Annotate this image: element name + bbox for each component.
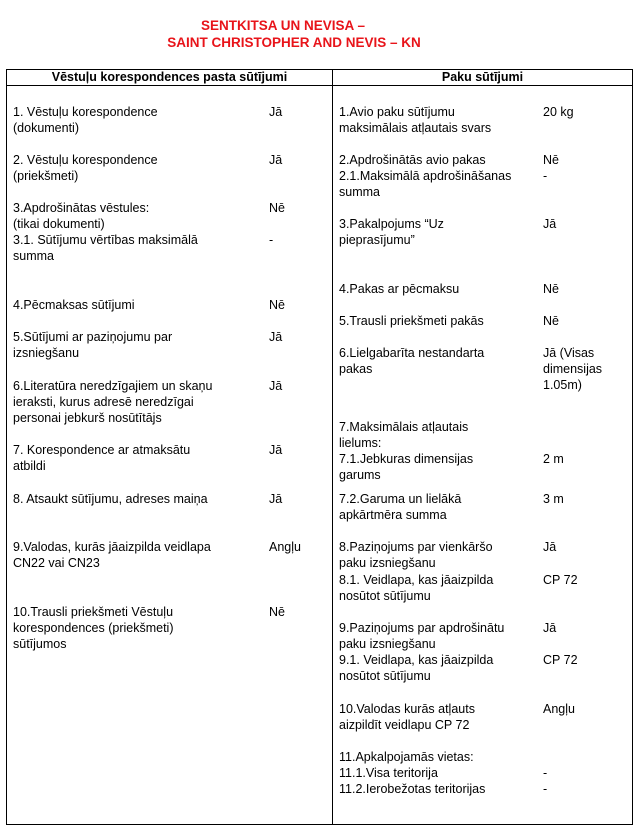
parcels-column-header: Paku sūtījumi xyxy=(333,70,633,86)
parcels-item-label: 8.Paziņojums par vienkāršo paku izsniegšanu xyxy=(339,540,493,570)
parcels-item-value: Angļu xyxy=(543,702,575,716)
letters-item-label: 2. Vēstuļu korespondence (priekšmeti) xyxy=(13,153,158,183)
title-line-1: SENTKITSA UN NEVISA – xyxy=(200,18,366,33)
parcels-item-label: 1.Avio paku sūtījumu maksimālais atļautais svars xyxy=(339,105,492,135)
parcels-item-label: 4.Pakas ar pēcmaksu xyxy=(339,282,460,296)
parcels-item-label: 9.1. Veidlapa, kas jāaizpilda nosūtot sūtījumu xyxy=(339,653,494,683)
parcels-item-label: 11.2.Ierobežotas teritorijas xyxy=(339,782,486,796)
letters-item-value: Jā xyxy=(269,379,283,393)
parcels-item-label: 6.Lielgabarīta nestandarta pakas xyxy=(339,346,485,376)
parcels-item-value: 3 m xyxy=(543,492,564,506)
parcels-item-value: - xyxy=(543,766,548,780)
letters-item-value: - xyxy=(269,233,274,247)
parcels-item-value: Nē xyxy=(543,282,559,296)
letters-item-value: Jā xyxy=(269,330,283,344)
letters-item-value: Jā xyxy=(269,492,283,506)
letters-item-label: 10.Trausli priekšmeti Vēstuļu korespondences (priekšmeti) sūtījumos xyxy=(13,605,174,651)
parcels-item-label: 11.Apkalpojamās vietas: xyxy=(339,750,474,764)
parcels-item-value: - xyxy=(543,169,548,183)
letters-item-value: Jā xyxy=(269,153,283,167)
letters-item-value: Nē xyxy=(269,605,285,619)
letters-section xyxy=(7,86,333,825)
parcels-item-value: 20 kg xyxy=(543,105,574,119)
parcels-item-label: 7.2.Garuma un lielākā apkārtmēra summa xyxy=(339,492,462,522)
parcels-section xyxy=(333,86,633,825)
parcels-item-value: Nē xyxy=(543,314,559,328)
parcels-item-label: 3.Pakalpojums “Uz pieprasījumu” xyxy=(339,217,444,247)
parcels-item-value: CP 72 xyxy=(543,573,578,587)
parcels-item-label: 10.Valodas kurās atļauts aizpildīt veidlapu CP 72 xyxy=(339,702,475,732)
letters-item-value: Nē xyxy=(269,201,285,215)
parcels-item-value: Nē xyxy=(543,153,559,167)
letters-item-label: 8. Atsaukt sūtījumu, adreses maiņa xyxy=(13,492,208,506)
parcels-item-value: - xyxy=(543,782,548,796)
parcels-item-value: Jā xyxy=(543,217,557,231)
letters-item-label: 6.Literatūra neredzīgajiem un skaņu ieraksti, kurus adresē neredzīgai personai jebkurš nosūtītājs xyxy=(13,379,213,425)
letters-item-value: Nē xyxy=(269,298,285,312)
letters-item-label: 3.1. Sūtījumu vērtības maksimālā summa xyxy=(13,233,198,263)
parcels-item-label: 5.Trausli priekšmeti pakās xyxy=(339,314,484,328)
parcels-item-label: 8.1. Veidlapa, kas jāaizpilda nosūtot sūtījumu xyxy=(339,573,494,603)
letters-item-label: 3.Apdrošinātas vēstules: (tikai dokumenti) xyxy=(13,201,150,231)
title-line-2: SAINT CHRISTOPHER AND NEVIS – KN xyxy=(167,35,421,50)
letters-item-label: 9.Valodas, kurās jāaizpilda veidlapa CN22 vai CN23 xyxy=(13,540,211,570)
parcels-item-value: Jā xyxy=(543,621,557,635)
parcels-item-value: Jā (Visas dimensijas 1.05m) xyxy=(543,346,603,392)
parcels-item-value: Jā xyxy=(543,540,557,554)
parcels-item-label: 7.Maksimālais atļautais lielums: xyxy=(339,420,469,450)
parcels-item-label: 2.1.Maksimālā apdrošināšanas summa xyxy=(339,169,512,199)
parcels-item-value: CP 72 xyxy=(543,653,578,667)
parcels-item-value: 2 m xyxy=(543,452,564,466)
parcels-item-label: 2.Apdrošinātās avio pakas xyxy=(339,153,486,167)
letters-item-label: 5.Sūtījumi ar paziņojumu par izsniegšanu xyxy=(13,330,173,360)
letters-item-label: 1. Vēstuļu korespondence (dokumenti) xyxy=(13,105,158,135)
letters-item-value: Angļu xyxy=(269,540,301,554)
letters-item-label: 7. Korespondence ar atmaksātu atbildi xyxy=(13,443,191,473)
letters-item-value: Jā xyxy=(269,443,283,457)
document-title xyxy=(0,17,636,51)
parcels-item-label: 9.Paziņojums par apdrošinātu paku izsniegšanu xyxy=(339,621,505,651)
postal-services-table xyxy=(6,69,633,825)
parcels-item-label: 7.1.Jebkuras dimensijas garums xyxy=(339,452,474,482)
letters-column-header: Vēstuļu korespondences pasta sūtījumi xyxy=(7,70,333,86)
parcels-item-label: 11.1.Visa teritorija xyxy=(339,766,438,780)
letters-item-label: 4.Pēcmaksas sūtījumi xyxy=(13,298,135,312)
letters-item-value: Jā xyxy=(269,105,283,119)
